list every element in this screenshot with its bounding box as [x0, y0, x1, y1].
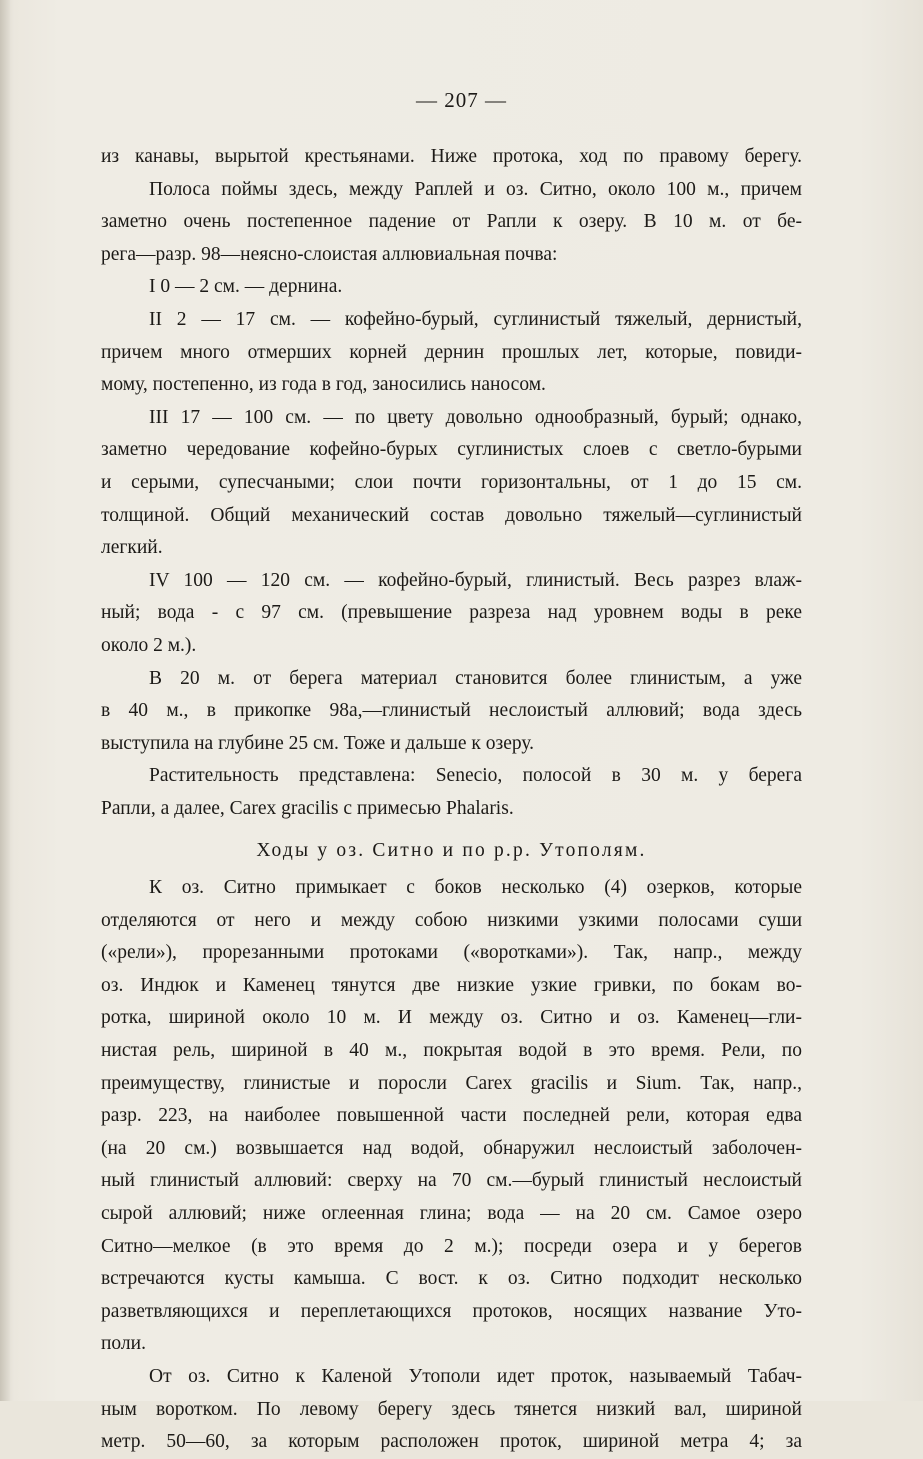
- text-line: ротка, шириной около 10 м. И между оз. Ситно и оз. Каменец—гли-: [101, 1007, 802, 1029]
- text-line: и серыми, супесчаными; слои почти горизонтальны, от 1 до 15 см.: [101, 471, 802, 493]
- text-line: причем много отмерших корней дернин прошлых лет, которые, повиди-: [101, 341, 802, 363]
- text-line: преимуществу, глинистые и поросли Carex gracilis и Sium. Так, напр.,: [101, 1072, 802, 1094]
- text-line: отделяются от него и между собою низкими узкими полосами суши: [101, 909, 802, 931]
- text-line: Растительность представлена: Senecio, полосой в 30 м. у берега: [149, 765, 802, 787]
- text-line: сырой аллювий; ниже оглеенная глина; вода — на 20 см. Самое озеро: [101, 1203, 802, 1224]
- text-line: выступила на глубине 25 см. Тоже и дальше к озеру.: [101, 732, 535, 754]
- page-binding-edge: [0, 0, 10, 1401]
- page-number: — 207 —: [416, 88, 507, 112]
- text-line: встречаются кусты камыша. С вост. к оз. Ситно подходит несколько: [101, 1268, 802, 1290]
- text-line: От оз. Ситно к Каленой Утополи идет проток, называемый Табач-: [149, 1365, 802, 1387]
- text-line: мому, постепенно, из года в год, заносились наносом.: [101, 374, 546, 396]
- text-line: метр. 50—60, за которым расположен проток, шириной метра 4; за: [101, 1431, 802, 1453]
- text-line: IV 100 — 120 см. — кофейно-бурый, глинистый. Весь разрез влаж-: [149, 569, 802, 591]
- text-line: разветвляющихся и переплетающихся протоков, носящих название Уто-: [101, 1300, 802, 1322]
- text-line: В 20 м. от берега материал становится более глинистым, а уже: [149, 667, 802, 689]
- text-line: оз. Индюк и Каменец тянутся две низкие узкие гривки, по бокам во-: [101, 974, 802, 996]
- text-line: Ситно—мелкое (в это время до 2 м.); посреди озера и у берегов: [101, 1235, 802, 1257]
- text-line: разр. 223, на наиболее повышенной части последней рели, которая едва: [101, 1105, 802, 1127]
- body-text: [101, 141, 802, 1459]
- text-line: ный; вода - с 97 см. (превышение разреза над уровнем воды в реке: [101, 602, 802, 624]
- text-line: ным воротком. По левому берегу здесь тянется низкий вал, шириной: [101, 1398, 802, 1420]
- text-line: I 0 — 2 см. — дернина.: [149, 276, 343, 298]
- text-line: заметно чередование кофейно-бурых суглинистых слоев с светло-бурыми: [101, 439, 802, 461]
- text-line: рега—разр. 98—неясно-слоистая аллювиальная почва:: [101, 243, 558, 265]
- text-line: К оз. Ситно примыкает с боков несколько (4) озерков, которые: [149, 877, 802, 899]
- text-line: III 17 — 100 см. — по цвету довольно однообразный, бурый; однако,: [149, 406, 802, 428]
- text-line: («рели»), прорезанными протоками («воротками»). Так, напр., между: [101, 942, 802, 964]
- text-line: толщиной. Общий механический состав довольно тяжелый—суглинистый: [101, 504, 802, 526]
- text-line: из канавы, вырытой крестьянами. Ниже протока, ход по правому берегу.: [101, 146, 802, 167]
- text-line: легкий.: [101, 537, 163, 559]
- text-line: ный глинистый аллювий: сверху на 70 см.—бурый глинистый неслоистый: [101, 1170, 802, 1192]
- text-line: поли.: [101, 1333, 146, 1355]
- text-line: около 2 м.).: [101, 634, 197, 656]
- text-line: Полоса поймы здесь, между Раплей и оз. Ситно, около 100 м., причем: [149, 178, 802, 200]
- text-line: (на 20 см.) возвышается над водой, обнаружил неслоистый заболочен-: [101, 1137, 802, 1159]
- text-line: нистая рель, шириной в 40 м., покрытая водой в это время. Рели, по: [101, 1040, 802, 1062]
- text-line: II 2 — 17 см. — кофейно-бурый, суглинистый тяжелый, дернистый,: [149, 308, 802, 330]
- text-line: Рапли, а далее, Carex gracilis с примесью Phalaris.: [101, 797, 514, 819]
- text-line: в 40 м., в прикопке 98а,—глинистый неслоистый аллювий; вода здесь: [101, 700, 802, 722]
- section-heading: Ходы у оз. Ситно и по р.р. Утополям.: [256, 840, 647, 862]
- text-line: заметно очень постепенное падение от Рапли к озеру. В 10 м. от бе-: [101, 211, 802, 233]
